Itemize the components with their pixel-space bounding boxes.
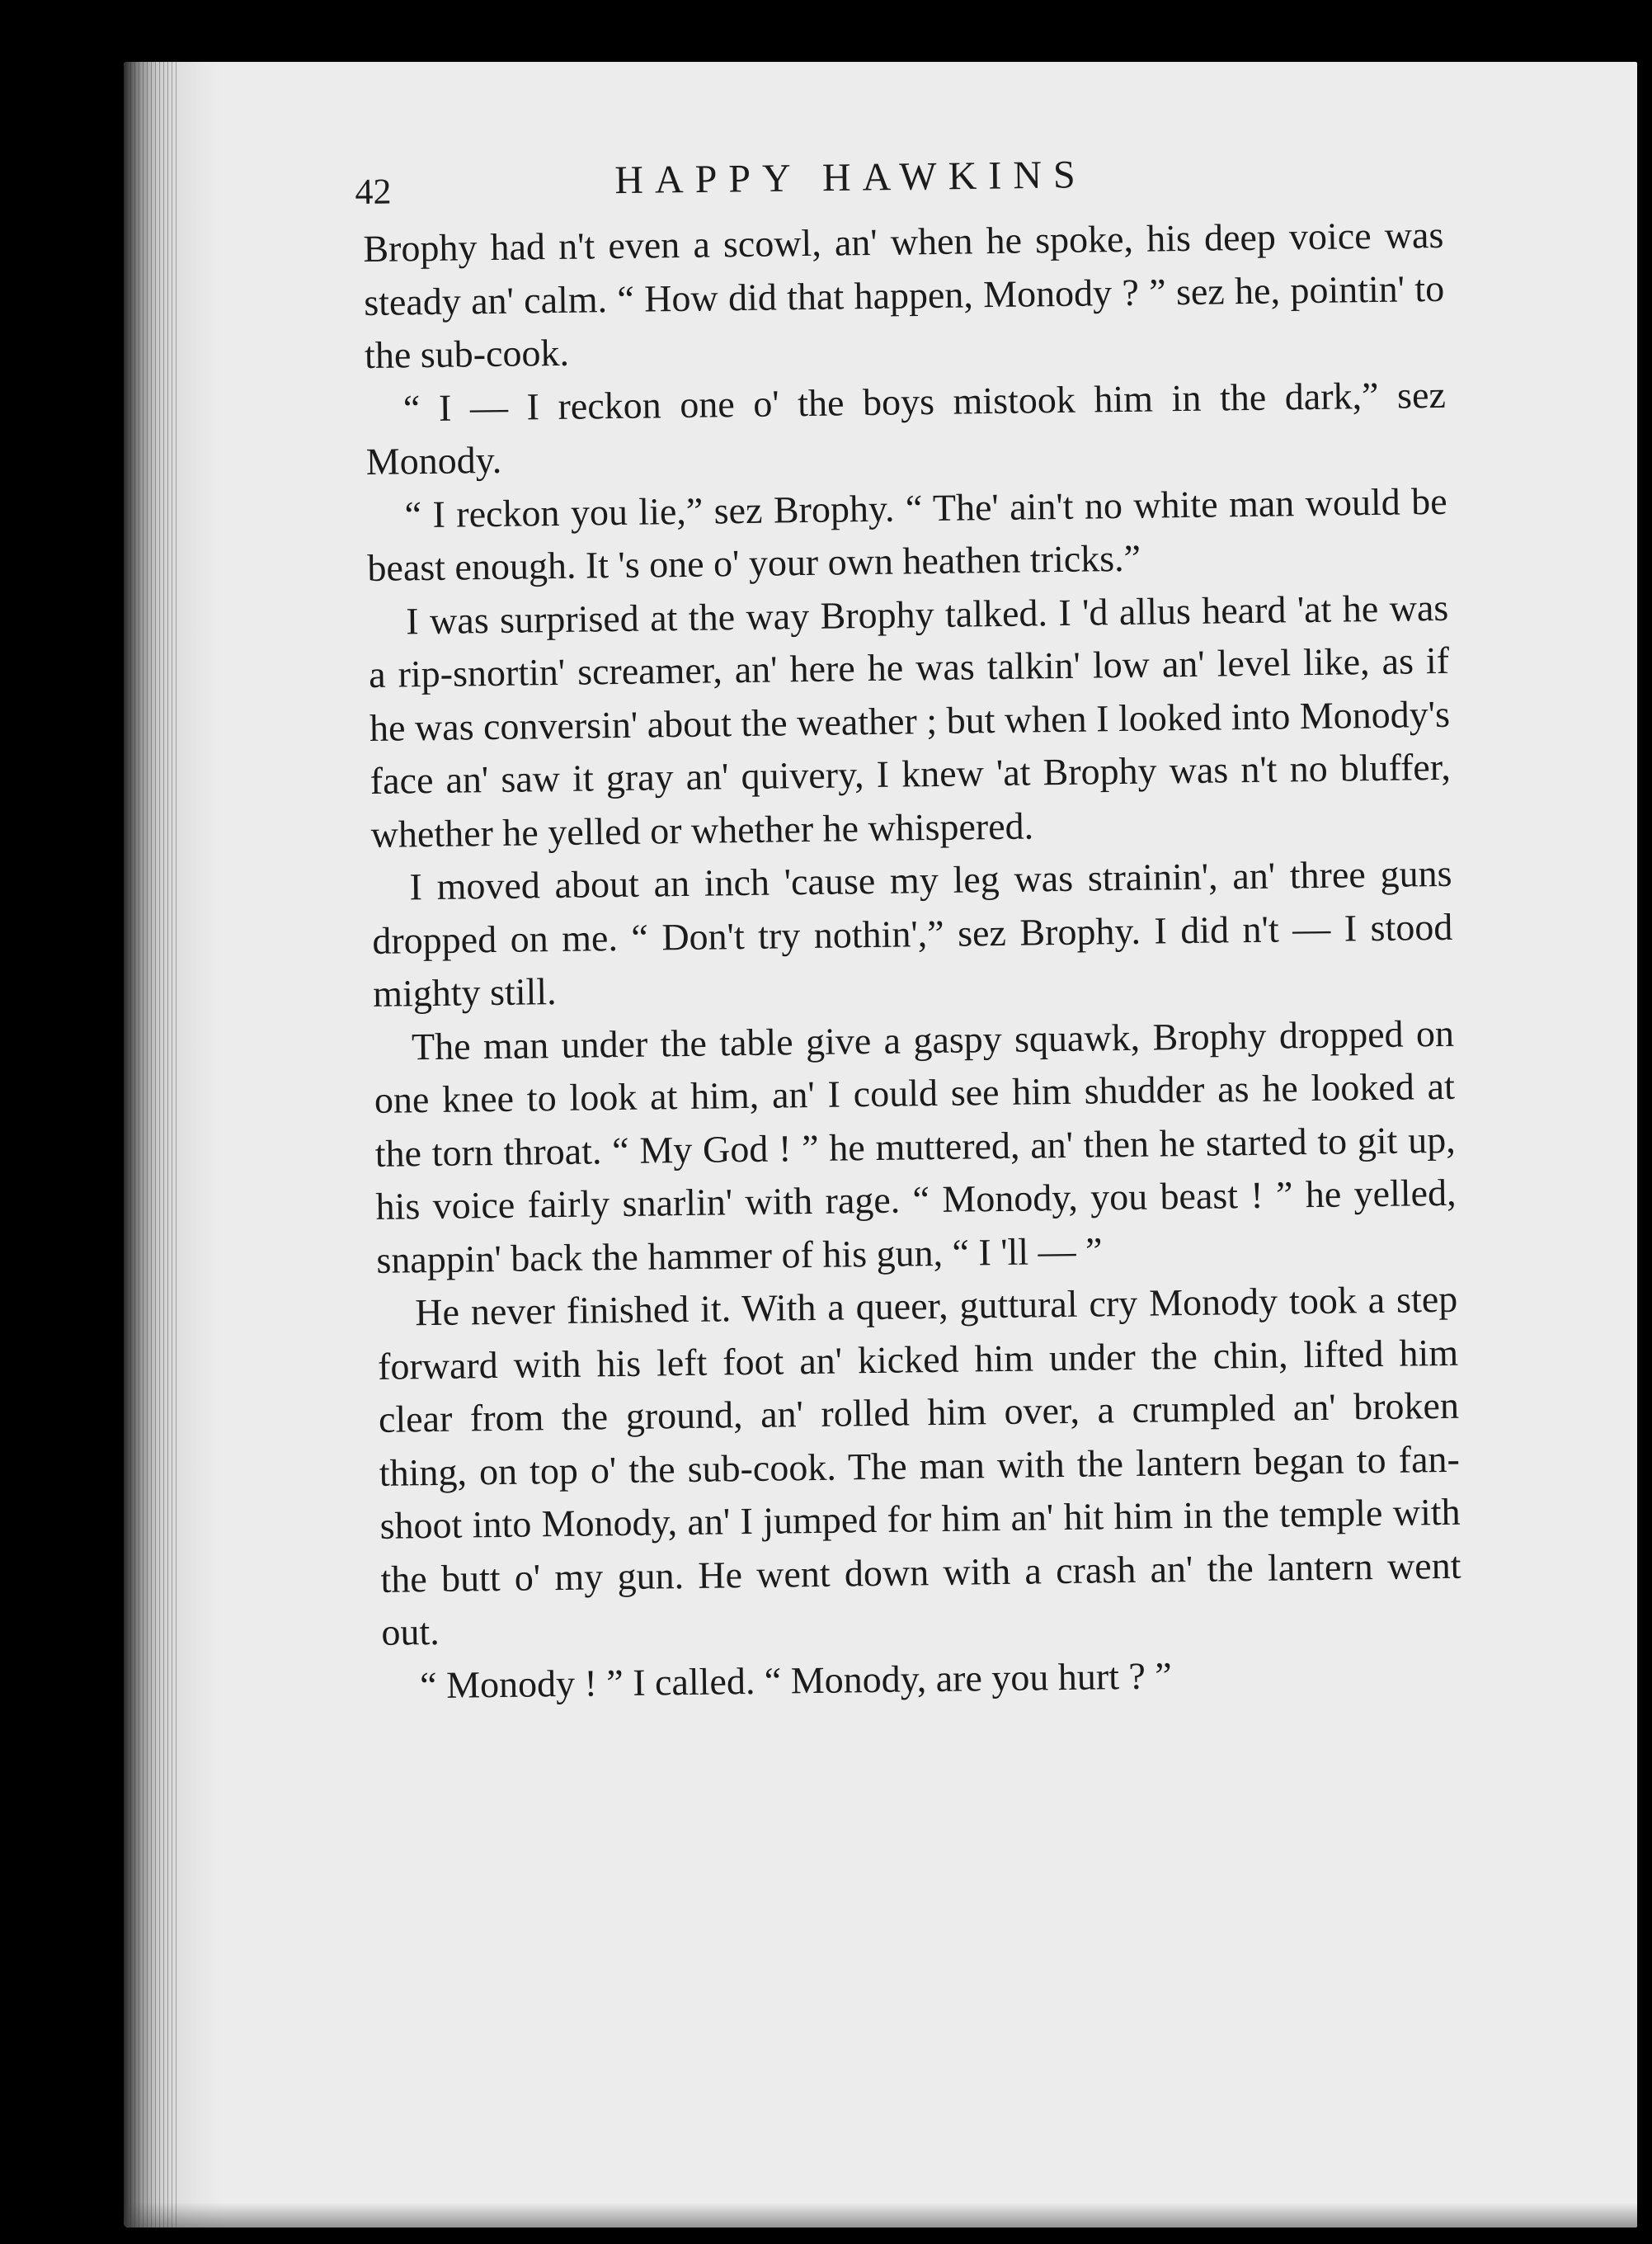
page-bottom-shadow [124, 2203, 1637, 2228]
paragraph: I moved about an inch 'cause my leg was strainin', an' three guns dropped on me. “ Don't try nothin',” sez Brophy. I did n't — I stood mighty still. [372, 851, 1453, 1015]
paragraph: I was surprised at the way Brophy talked. I 'd allus heard 'at he was a rip-snortin' screamer, an' here he was talkin' low an' level like, as if he was conversin' about the weather ; but when I looked into Monody's face an' saw it gray an' quivery, I knew 'at Brophy was n't no bluffer, whether he yelled or whether he whispered. [368, 586, 1452, 856]
paragraph: Brophy had n't even a scowl, an' when he spoke, his deep voice was steady an' calm. “ How did that happen, Monody ? ” sez he, pointin' to the sub-cook. [363, 213, 1445, 376]
running-head: HAPPY HAWKINS [614, 153, 1087, 203]
page-edge-texture [130, 62, 180, 2228]
paragraph: The man under the table give a gaspy squawk, Brophy dropped on one knee to look at him, an' I could see him shudder as he looked at the torn throat. “ My God ! ” he muttered, an' then he started to git up, his voice fairly snarlin' with rage. “ Monody, you beast ! ” he yelled, snappin' back the hammer of his gun, “ I 'll — ” [374, 1011, 1457, 1281]
page-number: 42 [355, 171, 392, 212]
body-text [363, 209, 1463, 1713]
paragraph: “ I reckon you lie,” sez Brophy. “ The' ain't no white man would be beast enough. It 's one o' your own heathen tricks.” [367, 479, 1447, 589]
paragraph: “ I — I reckon one o' the boys mistook him in the dark,” sez Monody. [365, 373, 1447, 483]
paragraph: “ Monody ! ” I called. “ Monody, are you hurt ? ” [419, 1653, 1173, 1706]
paragraph: He never finished it. With a queer, guttural cry Monody took a step forward with his left foot an' kicked him under the chin, lifted him clear from the ground, an' rolled him over, a crumpled an' broken thing, on top o' the sub-cook. The man with the lantern began to fan-shoot into Monody, an' I jumped for him an' hit him in the temple with the butt o' my gun. He went down with a crash an' the lantern went out. [377, 1277, 1461, 1653]
